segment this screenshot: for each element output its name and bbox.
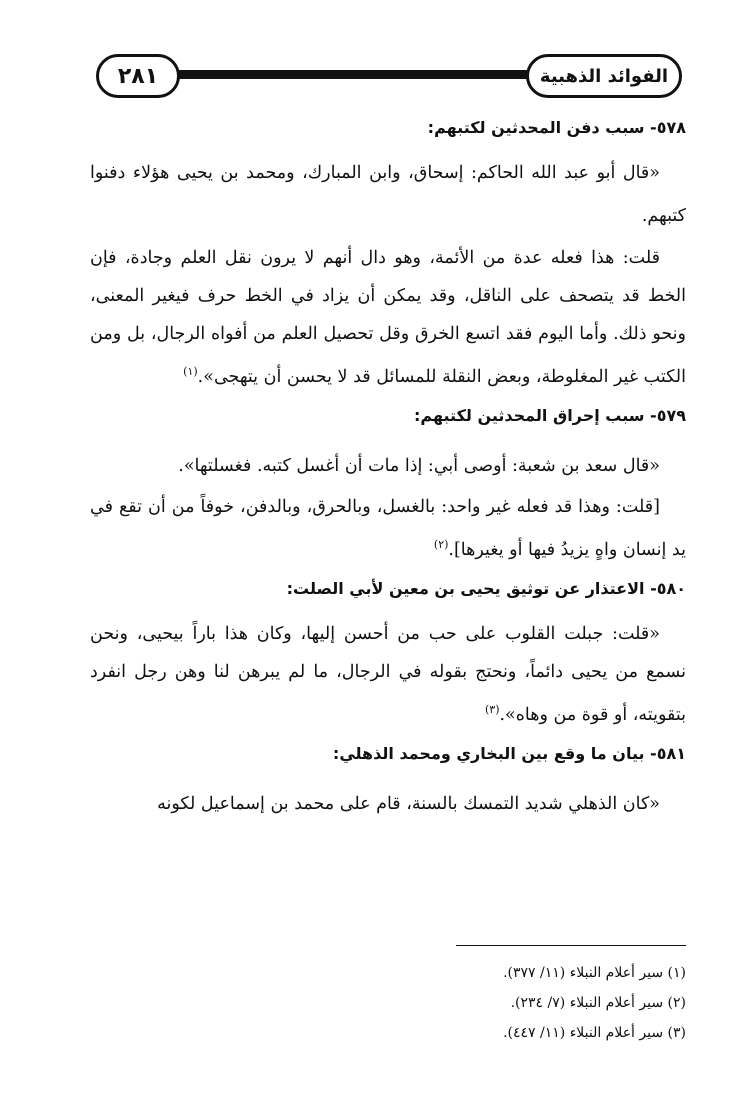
section-heading-579: ٥٧٩- سبب إحراق المحدثين لكتبهم: xyxy=(414,405,686,425)
footnote-ref: (٣) xyxy=(484,703,500,717)
section-heading-581: ٥٨١- بيان ما وقع بين البخاري ومحمد الذهلي: xyxy=(332,744,686,764)
footnotes xyxy=(90,958,686,1048)
page-number: ٢٨١ xyxy=(96,54,180,98)
paragraph: قلت: هذا فعله عدة من الأئمة، وهو دال أنهم لا يرون نقل العلم وجادة، فإن الخط قد يتصحف على الناقل، وقد يمكن أن يزاد في الخط حرف فيغير المعنى، ونحو ذلك. وأما اليوم فقد اتسع الخرق وقل تحصيل العلم من أفواه الرجال، بل ومن الكتب غير المغلوطة، وبعض النقلة للمسائل قد لا يحسن أن يتهجى».$^{(١)}$ xyxy=(90,247,686,387)
footnote-3: (٣) سير أعلام النبلاء (١١/ ٤٤٧). xyxy=(503,1025,686,1041)
header-rule xyxy=(166,70,532,79)
footnote-1: (١) سير أعلام النبلاء (١١/ ٣٧٧). xyxy=(503,965,686,981)
page-header xyxy=(96,52,682,98)
section-heading-580: ٥٨٠- الاعتذار عن توثيق يحيى بن معين لأبي الصلت: xyxy=(286,579,686,599)
section-heading-578: ٥٧٨- سبب دفن المحدثين لكتبهم: xyxy=(427,118,686,137)
footnote-2: (٢) سير أعلام النبلاء (٧/ ٢٣٤). xyxy=(510,995,686,1011)
footnote-ref: (١) xyxy=(183,364,198,378)
paragraph: «قال سعد بن شعبة: أوصى أبي: إذا مات أن أغسل كتبه. فغسلتها». xyxy=(178,455,660,476)
paragraph: «كان الذهلي شديد التمسك بالسنة، قام على محمد بن إسماعيل لكونه xyxy=(157,793,660,814)
footnote-ref: (٢) xyxy=(433,538,449,552)
paragraph: «قال أبو عبد الله الحاكم: إسحاق، وابن المبارك، ومحمد بن يحيى هؤلاء دفنوا كتبهم. xyxy=(90,163,686,226)
paragraph: «قلت: جبلت القلوب على حب من أحسن إليها، وكان هذا باراً بيحيى، ونحن نسمع من يحيى دائماً، ونحتج بقوله في الرجال، ما لم يبرهن لنا وهن رجل انفرد بتقويته، أو قوة من وهاه».$^{(٣)}$ xyxy=(90,624,686,726)
book-title: الفوائد الذهبية xyxy=(526,54,682,98)
paragraph: [قلت: وهذا قد فعله غير واحد: بالغسل، وبالحرق، وبالدفن، خوفاً من أن تقع في يد إنسان واهٍ يزيدُ فيها أو يغيرها].$^{(٢)}$ xyxy=(90,497,686,561)
main-text xyxy=(90,108,686,827)
footnote-separator xyxy=(456,945,686,946)
